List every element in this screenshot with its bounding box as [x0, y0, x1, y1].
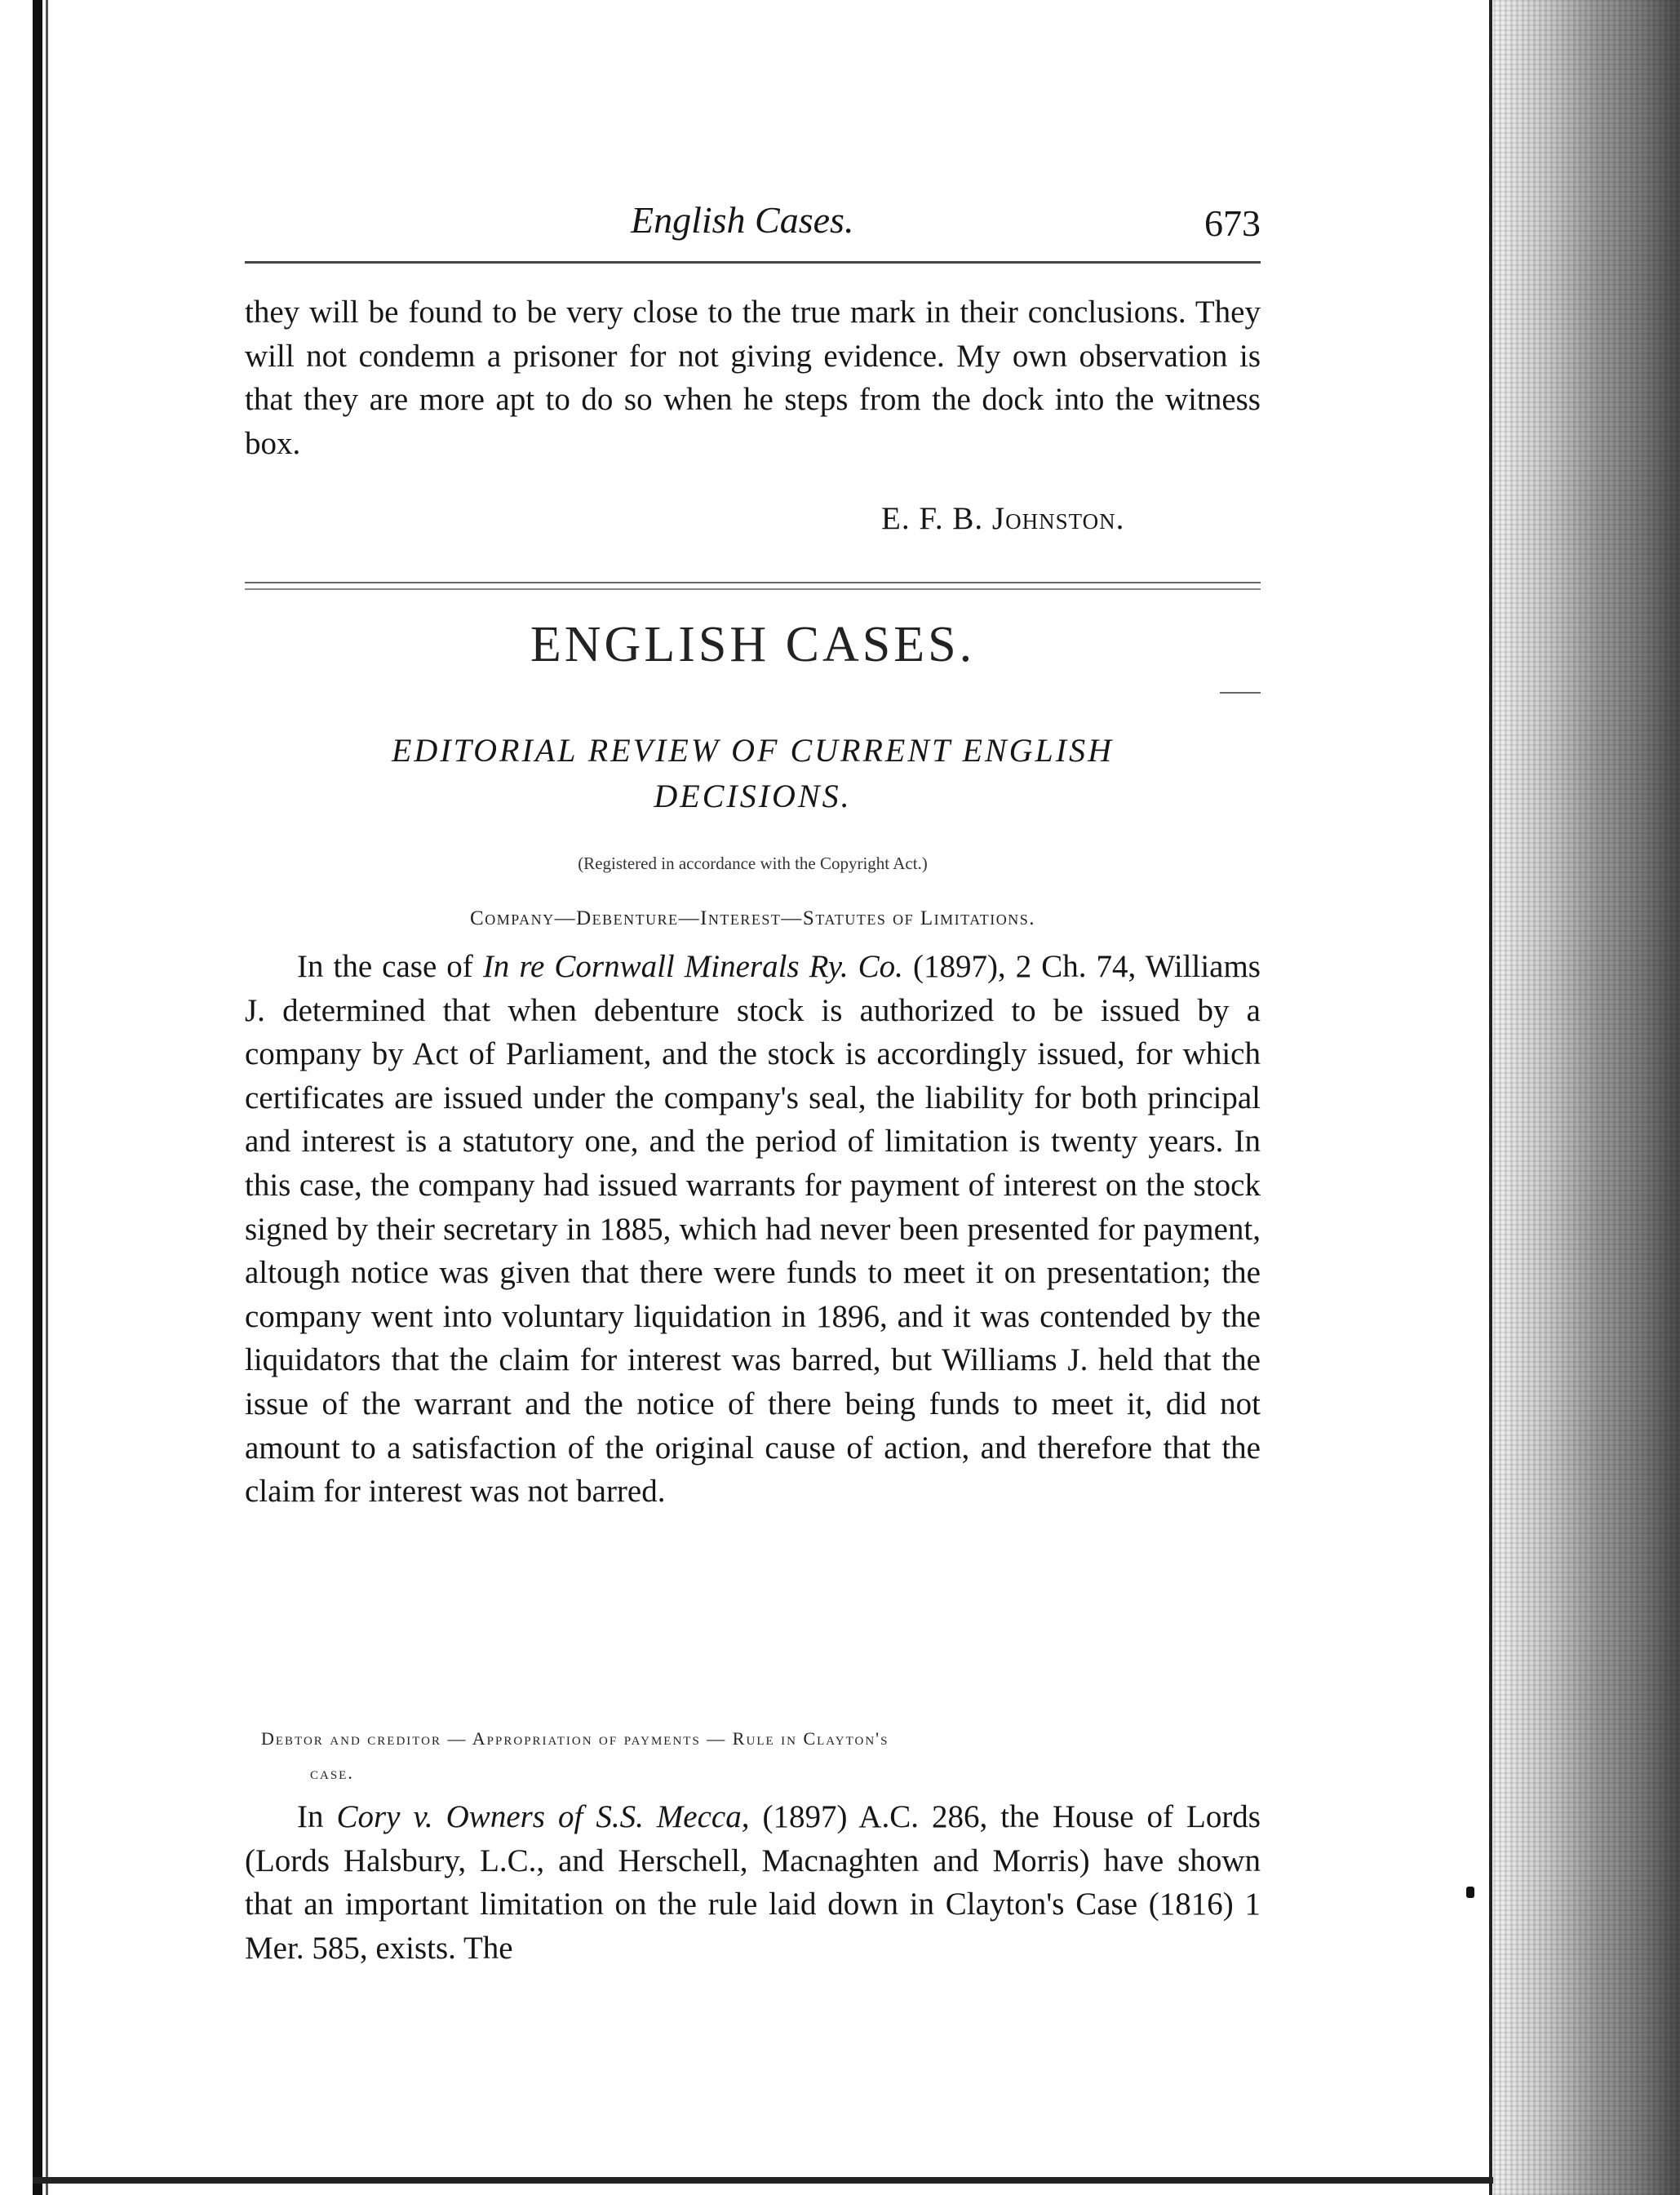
section-divider-top: [245, 582, 1261, 583]
case2-paragraph: [245, 1795, 1261, 1970]
copyright-note: (Registered in accordance with the Copyright Act.): [578, 854, 928, 873]
scan-left-edge: [33, 0, 42, 2195]
section-subtitle: [310, 728, 1195, 819]
scan-left-edge-shadow: [46, 0, 48, 2195]
ink-spot: [1466, 1887, 1474, 1898]
case2-topic-heading: [261, 1722, 1277, 1790]
scan-right-margin: [1493, 0, 1680, 2195]
case2-case-name: Cory v. Owners of S.S. Mecca,: [336, 1799, 750, 1834]
author-signature: E. F. B. Johnston.: [881, 501, 1125, 536]
running-title: English Cases.: [631, 199, 854, 241]
case2-topic-line-1: Debtor and creditor — Appropriation of payments — Rule in Clayton's: [261, 1728, 889, 1749]
case1-lead: In the case of: [297, 949, 483, 984]
section-title: ENGLISH CASES.: [530, 617, 976, 672]
case2-topic-line-2: case.: [310, 1763, 354, 1783]
title-short-rule: [1220, 692, 1261, 694]
case2-body: (1897) A.C. 286, the House of Lords (Lords Halsbury, L.C., and Herschell, Macnaghten and Morris) have shown that an important limitation on the rule laid down in Clayton's Case (1816) 1 Mer. 585, exists. The: [245, 1799, 1261, 1966]
scan-bottom-edge: [33, 2177, 1493, 2184]
continuation-paragraph: they will be found to be very close to the true mark in their conclusions. They will not condemn a prisoner for not giving evidence. My own observation is that they are more apt to do so when he steps from the dock into the witness box.: [245, 295, 1261, 461]
case1-body: (1897), 2 Ch. 74, Williams J. determined that when debenture stock is authorized to be issued by a company by Act of Parliament, and the stock is accordingly issued, for which certificates are issued under the company's seal, the liability for both principal and interest is a statutory one, and the period of limitation is twenty years. In this case, the company had issued warrants for payment of interest on the stock signed by their secretary in 1885, which had never been presented for payment, altough notice was given that there were funds to meet it on presentation; the company went into voluntary liquidation in 1896, and it was contended by the liquidators that the claim for interest was barred, but Williams J. held that the issue of the warrant and the notice of there being funds to meet it, did not amount to a satisfaction of the original cause of action, and therefore that the claim for interest was not barred.: [245, 949, 1261, 1510]
subtitle-line-2: DECISIONS.: [654, 778, 852, 814]
case1-case-name: In re Cornwall Minerals Ry. Co.: [482, 949, 903, 984]
case2-lead: In: [297, 1799, 337, 1834]
case1-topic-heading: Company—Debenture—Interest—Statutes of Limitations.: [470, 907, 1035, 929]
scan-page-fold: [1489, 0, 1492, 2195]
page-number: 673: [1204, 202, 1261, 244]
section-divider-bottom: [245, 588, 1261, 590]
header-rule: [245, 261, 1261, 264]
case1-paragraph: [245, 945, 1261, 1514]
subtitle-line-1: EDITORIAL REVIEW OF CURRENT ENGLISH: [392, 732, 1114, 769]
running-head: [245, 198, 1261, 255]
